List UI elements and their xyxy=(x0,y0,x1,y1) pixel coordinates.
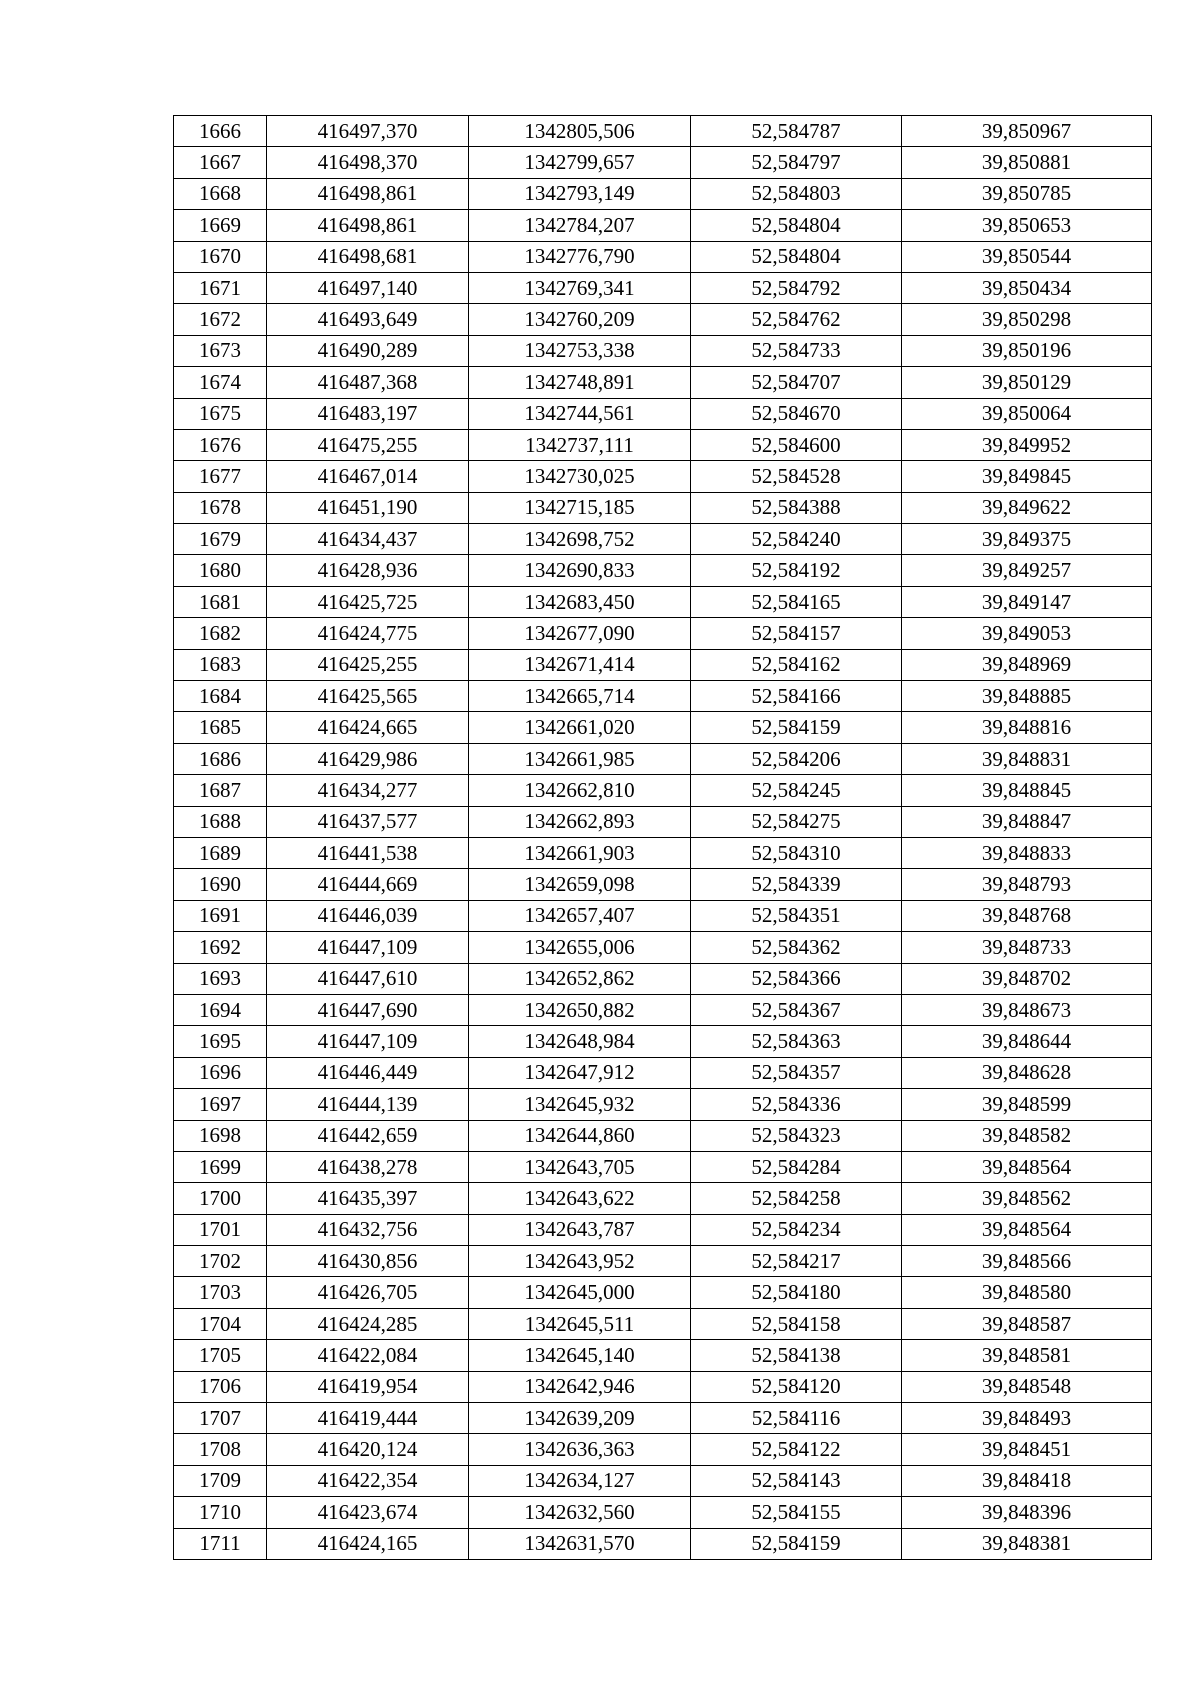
table-row xyxy=(174,900,1152,931)
y-coordinate-cell: 1342715,185 xyxy=(469,492,691,523)
table-row xyxy=(174,1497,1152,1528)
point-number-cell: 1666 xyxy=(174,116,267,147)
point-number-cell: 1678 xyxy=(174,492,267,523)
longitude-cell: 39,848566 xyxy=(902,1246,1152,1277)
latitude-cell: 52,584234 xyxy=(691,1214,902,1245)
x-coordinate-cell: 416441,538 xyxy=(267,837,469,868)
latitude-cell: 52,584792 xyxy=(691,272,902,303)
x-coordinate-cell: 416424,775 xyxy=(267,618,469,649)
table-row xyxy=(174,806,1152,837)
longitude-cell: 39,848833 xyxy=(902,837,1152,868)
y-coordinate-cell: 1342657,407 xyxy=(469,900,691,931)
x-coordinate-cell: 416446,449 xyxy=(267,1057,469,1088)
y-coordinate-cell: 1342631,570 xyxy=(469,1528,691,1559)
table-row xyxy=(174,241,1152,272)
longitude-cell: 39,849257 xyxy=(902,555,1152,586)
y-coordinate-cell: 1342671,414 xyxy=(469,649,691,680)
longitude-cell: 39,850129 xyxy=(902,367,1152,398)
y-coordinate-cell: 1342643,787 xyxy=(469,1214,691,1245)
x-coordinate-cell: 416498,681 xyxy=(267,241,469,272)
y-coordinate-cell: 1342645,511 xyxy=(469,1308,691,1339)
latitude-cell: 52,584180 xyxy=(691,1277,902,1308)
point-number-cell: 1690 xyxy=(174,869,267,900)
y-coordinate-cell: 1342644,860 xyxy=(469,1120,691,1151)
latitude-cell: 52,584336 xyxy=(691,1089,902,1120)
y-coordinate-cell: 1342737,111 xyxy=(469,429,691,460)
table-row xyxy=(174,1528,1152,1559)
point-number-cell: 1684 xyxy=(174,681,267,712)
point-number-cell: 1691 xyxy=(174,900,267,931)
y-coordinate-cell: 1342639,209 xyxy=(469,1403,691,1434)
y-coordinate-cell: 1342776,790 xyxy=(469,241,691,272)
latitude-cell: 52,584155 xyxy=(691,1497,902,1528)
x-coordinate-cell: 416442,659 xyxy=(267,1120,469,1151)
y-coordinate-cell: 1342645,000 xyxy=(469,1277,691,1308)
point-number-cell: 1693 xyxy=(174,963,267,994)
latitude-cell: 52,584245 xyxy=(691,775,902,806)
longitude-cell: 39,849952 xyxy=(902,429,1152,460)
longitude-cell: 39,848845 xyxy=(902,775,1152,806)
table-row xyxy=(174,1057,1152,1088)
point-number-cell: 1685 xyxy=(174,712,267,743)
point-number-cell: 1702 xyxy=(174,1246,267,1277)
latitude-cell: 52,584138 xyxy=(691,1340,902,1371)
y-coordinate-cell: 1342730,025 xyxy=(469,461,691,492)
latitude-cell: 52,584284 xyxy=(691,1151,902,1182)
y-coordinate-cell: 1342661,020 xyxy=(469,712,691,743)
table-row xyxy=(174,681,1152,712)
y-coordinate-cell: 1342661,903 xyxy=(469,837,691,868)
longitude-cell: 39,848831 xyxy=(902,743,1152,774)
latitude-cell: 52,584797 xyxy=(691,147,902,178)
x-coordinate-cell: 416498,861 xyxy=(267,178,469,209)
longitude-cell: 39,850298 xyxy=(902,304,1152,335)
x-coordinate-cell: 416447,690 xyxy=(267,994,469,1025)
point-number-cell: 1672 xyxy=(174,304,267,335)
longitude-cell: 39,850881 xyxy=(902,147,1152,178)
x-coordinate-cell: 416419,954 xyxy=(267,1371,469,1402)
longitude-cell: 39,848451 xyxy=(902,1434,1152,1465)
y-coordinate-cell: 1342650,882 xyxy=(469,994,691,1025)
table-row xyxy=(174,429,1152,460)
point-number-cell: 1687 xyxy=(174,775,267,806)
table-row xyxy=(174,304,1152,335)
table-row xyxy=(174,1183,1152,1214)
longitude-cell: 39,848587 xyxy=(902,1308,1152,1339)
latitude-cell: 52,584162 xyxy=(691,649,902,680)
latitude-cell: 52,584240 xyxy=(691,524,902,555)
longitude-cell: 39,849147 xyxy=(902,586,1152,617)
longitude-cell: 39,848628 xyxy=(902,1057,1152,1088)
longitude-cell: 39,848418 xyxy=(902,1465,1152,1496)
longitude-cell: 39,848733 xyxy=(902,932,1152,963)
y-coordinate-cell: 1342744,561 xyxy=(469,398,691,429)
point-number-cell: 1705 xyxy=(174,1340,267,1371)
longitude-cell: 39,849375 xyxy=(902,524,1152,555)
x-coordinate-cell: 416447,610 xyxy=(267,963,469,994)
coordinates-table xyxy=(173,115,1152,1560)
latitude-cell: 52,584600 xyxy=(691,429,902,460)
y-coordinate-cell: 1342683,450 xyxy=(469,586,691,617)
y-coordinate-cell: 1342698,752 xyxy=(469,524,691,555)
y-coordinate-cell: 1342632,560 xyxy=(469,1497,691,1528)
coordinates-table-body xyxy=(174,116,1152,1560)
table-row xyxy=(174,1120,1152,1151)
longitude-cell: 39,848381 xyxy=(902,1528,1152,1559)
point-number-cell: 1679 xyxy=(174,524,267,555)
table-row xyxy=(174,555,1152,586)
longitude-cell: 39,848768 xyxy=(902,900,1152,931)
y-coordinate-cell: 1342662,810 xyxy=(469,775,691,806)
longitude-cell: 39,850064 xyxy=(902,398,1152,429)
x-coordinate-cell: 416451,190 xyxy=(267,492,469,523)
x-coordinate-cell: 416425,255 xyxy=(267,649,469,680)
latitude-cell: 52,584804 xyxy=(691,241,902,272)
latitude-cell: 52,584157 xyxy=(691,618,902,649)
latitude-cell: 52,584158 xyxy=(691,1308,902,1339)
longitude-cell: 39,848396 xyxy=(902,1497,1152,1528)
x-coordinate-cell: 416497,370 xyxy=(267,116,469,147)
point-number-cell: 1682 xyxy=(174,618,267,649)
longitude-cell: 39,848564 xyxy=(902,1214,1152,1245)
table-row xyxy=(174,524,1152,555)
x-coordinate-cell: 416429,986 xyxy=(267,743,469,774)
latitude-cell: 52,584258 xyxy=(691,1183,902,1214)
point-number-cell: 1681 xyxy=(174,586,267,617)
x-coordinate-cell: 416438,278 xyxy=(267,1151,469,1182)
longitude-cell: 39,848493 xyxy=(902,1403,1152,1434)
table-row xyxy=(174,775,1152,806)
latitude-cell: 52,584192 xyxy=(691,555,902,586)
y-coordinate-cell: 1342659,098 xyxy=(469,869,691,900)
point-number-cell: 1707 xyxy=(174,1403,267,1434)
latitude-cell: 52,584707 xyxy=(691,367,902,398)
y-coordinate-cell: 1342805,506 xyxy=(469,116,691,147)
table-row xyxy=(174,210,1152,241)
x-coordinate-cell: 416430,856 xyxy=(267,1246,469,1277)
x-coordinate-cell: 416419,444 xyxy=(267,1403,469,1434)
latitude-cell: 52,584165 xyxy=(691,586,902,617)
table-row xyxy=(174,116,1152,147)
point-number-cell: 1706 xyxy=(174,1371,267,1402)
x-coordinate-cell: 416446,039 xyxy=(267,900,469,931)
longitude-cell: 39,848673 xyxy=(902,994,1152,1025)
longitude-cell: 39,848564 xyxy=(902,1151,1152,1182)
point-number-cell: 1673 xyxy=(174,335,267,366)
table-row xyxy=(174,1465,1152,1496)
longitude-cell: 39,848562 xyxy=(902,1183,1152,1214)
y-coordinate-cell: 1342642,946 xyxy=(469,1371,691,1402)
point-number-cell: 1686 xyxy=(174,743,267,774)
point-number-cell: 1670 xyxy=(174,241,267,272)
point-number-cell: 1694 xyxy=(174,994,267,1025)
y-coordinate-cell: 1342643,952 xyxy=(469,1246,691,1277)
y-coordinate-cell: 1342636,363 xyxy=(469,1434,691,1465)
longitude-cell: 39,848582 xyxy=(902,1120,1152,1151)
latitude-cell: 52,584366 xyxy=(691,963,902,994)
x-coordinate-cell: 416425,565 xyxy=(267,681,469,712)
table-row xyxy=(174,272,1152,303)
longitude-cell: 39,850196 xyxy=(902,335,1152,366)
point-number-cell: 1709 xyxy=(174,1465,267,1496)
latitude-cell: 52,584116 xyxy=(691,1403,902,1434)
point-number-cell: 1696 xyxy=(174,1057,267,1088)
y-coordinate-cell: 1342784,207 xyxy=(469,210,691,241)
latitude-cell: 52,584804 xyxy=(691,210,902,241)
longitude-cell: 39,850785 xyxy=(902,178,1152,209)
table-row xyxy=(174,492,1152,523)
point-number-cell: 1699 xyxy=(174,1151,267,1182)
table-row xyxy=(174,712,1152,743)
y-coordinate-cell: 1342634,127 xyxy=(469,1465,691,1496)
y-coordinate-cell: 1342677,090 xyxy=(469,618,691,649)
table-row xyxy=(174,618,1152,649)
latitude-cell: 52,584351 xyxy=(691,900,902,931)
latitude-cell: 52,584362 xyxy=(691,932,902,963)
latitude-cell: 52,584762 xyxy=(691,304,902,335)
point-number-cell: 1710 xyxy=(174,1497,267,1528)
latitude-cell: 52,584275 xyxy=(691,806,902,837)
longitude-cell: 39,848847 xyxy=(902,806,1152,837)
longitude-cell: 39,848969 xyxy=(902,649,1152,680)
latitude-cell: 52,584166 xyxy=(691,681,902,712)
latitude-cell: 52,584122 xyxy=(691,1434,902,1465)
x-coordinate-cell: 416424,285 xyxy=(267,1308,469,1339)
point-number-cell: 1692 xyxy=(174,932,267,963)
x-coordinate-cell: 416422,354 xyxy=(267,1465,469,1496)
point-number-cell: 1698 xyxy=(174,1120,267,1151)
latitude-cell: 52,584339 xyxy=(691,869,902,900)
latitude-cell: 52,584787 xyxy=(691,116,902,147)
x-coordinate-cell: 416447,109 xyxy=(267,1026,469,1057)
point-number-cell: 1671 xyxy=(174,272,267,303)
point-number-cell: 1711 xyxy=(174,1528,267,1559)
x-coordinate-cell: 416493,649 xyxy=(267,304,469,335)
y-coordinate-cell: 1342690,833 xyxy=(469,555,691,586)
point-number-cell: 1695 xyxy=(174,1026,267,1057)
table-row xyxy=(174,1089,1152,1120)
x-coordinate-cell: 416434,437 xyxy=(267,524,469,555)
longitude-cell: 39,850967 xyxy=(902,116,1152,147)
table-row xyxy=(174,461,1152,492)
longitude-cell: 39,848581 xyxy=(902,1340,1152,1371)
latitude-cell: 52,584528 xyxy=(691,461,902,492)
table-row xyxy=(174,147,1152,178)
point-number-cell: 1669 xyxy=(174,210,267,241)
longitude-cell: 39,850544 xyxy=(902,241,1152,272)
latitude-cell: 52,584357 xyxy=(691,1057,902,1088)
point-number-cell: 1703 xyxy=(174,1277,267,1308)
y-coordinate-cell: 1342655,006 xyxy=(469,932,691,963)
latitude-cell: 52,584367 xyxy=(691,994,902,1025)
table-row xyxy=(174,869,1152,900)
x-coordinate-cell: 416424,165 xyxy=(267,1528,469,1559)
latitude-cell: 52,584143 xyxy=(691,1465,902,1496)
table-row xyxy=(174,335,1152,366)
x-coordinate-cell: 416426,705 xyxy=(267,1277,469,1308)
point-number-cell: 1680 xyxy=(174,555,267,586)
table-row xyxy=(174,586,1152,617)
longitude-cell: 39,848793 xyxy=(902,869,1152,900)
x-coordinate-cell: 416425,725 xyxy=(267,586,469,617)
x-coordinate-cell: 416490,289 xyxy=(267,335,469,366)
table-row xyxy=(174,1371,1152,1402)
y-coordinate-cell: 1342760,209 xyxy=(469,304,691,335)
longitude-cell: 39,848816 xyxy=(902,712,1152,743)
y-coordinate-cell: 1342652,862 xyxy=(469,963,691,994)
y-coordinate-cell: 1342648,984 xyxy=(469,1026,691,1057)
point-number-cell: 1688 xyxy=(174,806,267,837)
latitude-cell: 52,584803 xyxy=(691,178,902,209)
longitude-cell: 39,849053 xyxy=(902,618,1152,649)
point-number-cell: 1708 xyxy=(174,1434,267,1465)
x-coordinate-cell: 416487,368 xyxy=(267,367,469,398)
x-coordinate-cell: 416423,674 xyxy=(267,1497,469,1528)
x-coordinate-cell: 416483,197 xyxy=(267,398,469,429)
latitude-cell: 52,584159 xyxy=(691,1528,902,1559)
y-coordinate-cell: 1342769,341 xyxy=(469,272,691,303)
longitude-cell: 39,848580 xyxy=(902,1277,1152,1308)
longitude-cell: 39,848702 xyxy=(902,963,1152,994)
x-coordinate-cell: 416444,669 xyxy=(267,869,469,900)
x-coordinate-cell: 416432,756 xyxy=(267,1214,469,1245)
x-coordinate-cell: 416420,124 xyxy=(267,1434,469,1465)
y-coordinate-cell: 1342662,893 xyxy=(469,806,691,837)
table-row xyxy=(174,398,1152,429)
table-row xyxy=(174,1026,1152,1057)
point-number-cell: 1676 xyxy=(174,429,267,460)
longitude-cell: 39,849622 xyxy=(902,492,1152,523)
y-coordinate-cell: 1342753,338 xyxy=(469,335,691,366)
point-number-cell: 1701 xyxy=(174,1214,267,1245)
table-row xyxy=(174,1246,1152,1277)
table-row xyxy=(174,178,1152,209)
latitude-cell: 52,584310 xyxy=(691,837,902,868)
y-coordinate-cell: 1342661,985 xyxy=(469,743,691,774)
table-row xyxy=(174,1151,1152,1182)
point-number-cell: 1667 xyxy=(174,147,267,178)
table-row xyxy=(174,743,1152,774)
table-row xyxy=(174,1277,1152,1308)
x-coordinate-cell: 416424,665 xyxy=(267,712,469,743)
point-number-cell: 1675 xyxy=(174,398,267,429)
point-number-cell: 1674 xyxy=(174,367,267,398)
point-number-cell: 1683 xyxy=(174,649,267,680)
table-row xyxy=(174,1308,1152,1339)
x-coordinate-cell: 416434,277 xyxy=(267,775,469,806)
longitude-cell: 39,848548 xyxy=(902,1371,1152,1402)
y-coordinate-cell: 1342643,622 xyxy=(469,1183,691,1214)
table-row xyxy=(174,1340,1152,1371)
longitude-cell: 39,850653 xyxy=(902,210,1152,241)
x-coordinate-cell: 416497,140 xyxy=(267,272,469,303)
latitude-cell: 52,584363 xyxy=(691,1026,902,1057)
latitude-cell: 52,584217 xyxy=(691,1246,902,1277)
y-coordinate-cell: 1342645,140 xyxy=(469,1340,691,1371)
longitude-cell: 39,848885 xyxy=(902,681,1152,712)
y-coordinate-cell: 1342799,657 xyxy=(469,147,691,178)
table-row xyxy=(174,1403,1152,1434)
table-row xyxy=(174,367,1152,398)
latitude-cell: 52,584206 xyxy=(691,743,902,774)
x-coordinate-cell: 416447,109 xyxy=(267,932,469,963)
x-coordinate-cell: 416428,936 xyxy=(267,555,469,586)
point-number-cell: 1704 xyxy=(174,1308,267,1339)
y-coordinate-cell: 1342793,149 xyxy=(469,178,691,209)
x-coordinate-cell: 416467,014 xyxy=(267,461,469,492)
latitude-cell: 52,584120 xyxy=(691,1371,902,1402)
longitude-cell: 39,848599 xyxy=(902,1089,1152,1120)
longitude-cell: 39,850434 xyxy=(902,272,1152,303)
x-coordinate-cell: 416475,255 xyxy=(267,429,469,460)
y-coordinate-cell: 1342665,714 xyxy=(469,681,691,712)
x-coordinate-cell: 416437,577 xyxy=(267,806,469,837)
point-number-cell: 1697 xyxy=(174,1089,267,1120)
latitude-cell: 52,584670 xyxy=(691,398,902,429)
longitude-cell: 39,849845 xyxy=(902,461,1152,492)
table-row xyxy=(174,1214,1152,1245)
table-row xyxy=(174,994,1152,1025)
x-coordinate-cell: 416498,370 xyxy=(267,147,469,178)
y-coordinate-cell: 1342643,705 xyxy=(469,1151,691,1182)
table-row xyxy=(174,1434,1152,1465)
point-number-cell: 1700 xyxy=(174,1183,267,1214)
table-row xyxy=(174,837,1152,868)
x-coordinate-cell: 416444,139 xyxy=(267,1089,469,1120)
point-number-cell: 1689 xyxy=(174,837,267,868)
y-coordinate-cell: 1342647,912 xyxy=(469,1057,691,1088)
y-coordinate-cell: 1342748,891 xyxy=(469,367,691,398)
y-coordinate-cell: 1342645,932 xyxy=(469,1089,691,1120)
table-row xyxy=(174,963,1152,994)
table-row xyxy=(174,649,1152,680)
point-number-cell: 1668 xyxy=(174,178,267,209)
x-coordinate-cell: 416435,397 xyxy=(267,1183,469,1214)
latitude-cell: 52,584733 xyxy=(691,335,902,366)
x-coordinate-cell: 416422,084 xyxy=(267,1340,469,1371)
point-number-cell: 1677 xyxy=(174,461,267,492)
latitude-cell: 52,584323 xyxy=(691,1120,902,1151)
x-coordinate-cell: 416498,861 xyxy=(267,210,469,241)
latitude-cell: 52,584388 xyxy=(691,492,902,523)
table-row xyxy=(174,932,1152,963)
longitude-cell: 39,848644 xyxy=(902,1026,1152,1057)
latitude-cell: 52,584159 xyxy=(691,712,902,743)
